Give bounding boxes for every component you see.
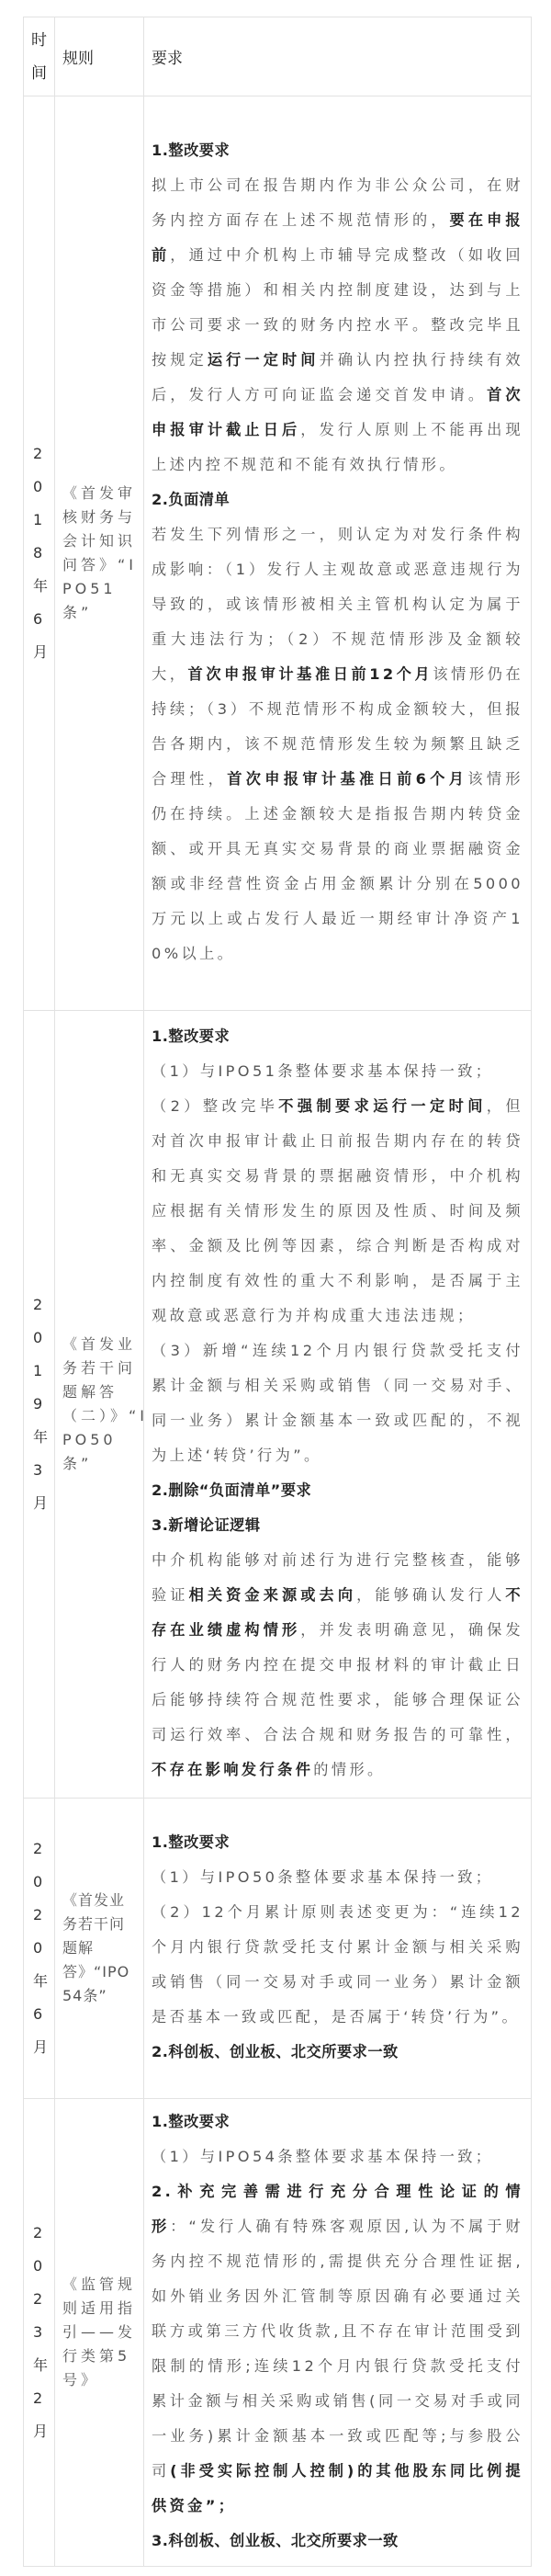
date-char: 年 xyxy=(33,2356,49,2374)
body-text: （1）与IPO54条整体要求基本保持一致； xyxy=(152,2148,494,2165)
emphasis-text: 首次申报审计截止日后 xyxy=(152,386,523,438)
section-heading: 2.科创板、创业板、北交所要求一致 xyxy=(152,2043,399,2060)
date-char: 1 xyxy=(33,1362,43,1379)
list-item xyxy=(152,1089,523,1333)
body-text: 并确认内控执行持续有效后，发行人方可向证监会递交首发申请。 xyxy=(152,351,524,403)
date-char: 2 xyxy=(33,445,43,462)
body-text: （3）新增“连续12个月内银行贷款受托支付累计金额与相关采购或销售（同一交易对手、同一业务）累计金额基本一致或匹配的，不视为上述‘转贷’行为”。 xyxy=(152,1342,523,1464)
time-cell xyxy=(24,96,55,1011)
emphasis-text: 首次申报审计基准日前6个月 xyxy=(227,770,468,788)
body-text: ，但对首次申报审计截止日前报告期内存在的转贷和无真实交易背景的票据融资情形，中介机构应根据有关情形发生的原因及性质、时间及频率、金额及比例等因素，综合判断是否构成对内控制度有效性的重大不利影响，是否属于主观故意或恶意行为并构成重大违法违规； xyxy=(152,1097,523,1324)
emphasis-text: 运行一定时间 xyxy=(207,351,320,369)
rule-cell: 《监管规则适用指引——发行类第5号》 xyxy=(55,2099,144,2567)
date-char: 0 xyxy=(33,1873,43,1890)
list-item xyxy=(152,1895,523,2035)
date-char: 0 xyxy=(33,1939,43,1957)
date-char: 2 xyxy=(33,2224,43,2241)
requirement-cell xyxy=(144,96,532,1011)
emphasis-text: 2.补充完善需进行充分合理性论证的情形 xyxy=(152,2183,523,2235)
table-row xyxy=(24,2099,532,2567)
table-row xyxy=(24,96,532,1011)
date-char: 6 xyxy=(33,2005,43,2023)
date-char: 3 xyxy=(33,1461,43,1479)
body-text: 该情形仍在持续；（3）不规范情形不构成金额较大，但报告各期内，该不规范情形发生较为频繁且缺乏合理性， xyxy=(152,665,523,788)
body-text: ，并发表明确意见，确保发行人的财务内控在提交申报材料的审计截止日后能够持续符合规范性要求，能够合理保证公司运行效率、合法合规和财务报告的可靠性， xyxy=(152,1621,523,1743)
date-char: 0 xyxy=(33,478,43,495)
body-text: 该情形仍在持续。上述金额较大是指报告期内转贷金额、或开具无真实交易背景的商业票据融资金额或非经营性资金占用金额累计分别在5000万元以上或占发行人最近一期经审计净资产10%以上。 xyxy=(152,770,524,962)
body-text: （2）12个月累计原则表述变更为：“连续12个月内银行贷款受托支付累计金额与相关采购或销售（同一交易对手或同一业务）累计金额是否基本一致或匹配，是否属于‘转贷’行为”。 xyxy=(152,1903,523,2026)
date-char: 月 xyxy=(33,1494,49,1512)
header-time-char-1: 时 xyxy=(31,30,47,50)
body-text: ，能够确认发行人 xyxy=(356,1586,506,1604)
section-heading: 1.整改要求 xyxy=(152,1833,231,1851)
section-paragraph xyxy=(152,1543,523,1787)
body-text: （2）整改完毕 xyxy=(152,1097,279,1115)
body-text: ，通过中介机构上市辅导完成整改（如收回资金等措施）和相关内控制度建设，达到与上市公司要求一致的财务内控水平。整改完毕且按规定 xyxy=(152,246,523,369)
rule-cell: 《首发审核财务与会计知识问答》“IPO51条” xyxy=(55,96,144,1011)
section-heading: 1.整改要求 xyxy=(152,142,231,159)
body-text: ，发行人原则上不能再出现上述内控不规范和不能有效执行情形。 xyxy=(152,421,523,473)
rule-cell: 《首发业务若干问题解答（二）》“IPO50条” xyxy=(55,1011,144,1799)
section-paragraph xyxy=(152,168,523,482)
date-char: 月 xyxy=(33,2038,49,2056)
date-char: 2 xyxy=(33,1296,43,1313)
date-char: 年 xyxy=(33,1972,49,1990)
body-text: （1）与IPO51条整体要求基本保持一致； xyxy=(152,1062,494,1080)
requirement-cell xyxy=(144,1799,532,2099)
date-char: 2 xyxy=(33,2290,43,2308)
date-char: 1 xyxy=(33,511,43,528)
section-heading: 2.负面清单 xyxy=(152,491,231,508)
list-item xyxy=(152,1054,523,1089)
table-row xyxy=(24,1799,532,2099)
list-item xyxy=(152,1860,523,1895)
date-char: 2 xyxy=(33,2389,43,2407)
body-text: 拟上市公司在报告期内作为非公众公司，在财务内控方面存在上述不规范情形的， xyxy=(152,176,523,229)
section-paragraph xyxy=(152,517,523,971)
date-char: 8 xyxy=(33,544,43,562)
emphasis-text: (非受实际控制人控制)的其他股东同比例提供资金”； xyxy=(152,2462,523,2514)
table-header-row xyxy=(24,17,532,96)
header-requirement: 要求 xyxy=(144,17,532,96)
section-heading: 1.整改要求 xyxy=(152,2113,231,2130)
regulation-comparison-table xyxy=(23,17,532,2567)
section-heading: 3.新增论证逻辑 xyxy=(152,1516,261,1534)
date-char: 0 xyxy=(33,1329,43,1346)
date-char: 年 xyxy=(33,577,49,595)
date-char: 9 xyxy=(33,1395,43,1413)
list-item xyxy=(152,1333,523,1473)
body-text: （1）与IPO50条整体要求基本保持一致； xyxy=(152,1868,494,1886)
body-text: 的情形。 xyxy=(313,1761,386,1778)
body-text: 中介机构能够对前述行为进行完整核查，能够验证 xyxy=(152,1551,523,1604)
header-rule: 规则 xyxy=(55,17,144,96)
emphasis-text: 不存在影响发行条件 xyxy=(152,1761,314,1778)
date-char: 0 xyxy=(33,2257,43,2275)
date-char: 2 xyxy=(33,1906,43,1923)
requirement-cell xyxy=(144,2099,532,2567)
emphasis-text: 首次申报审计基准日前12个月 xyxy=(187,665,433,683)
list-item xyxy=(152,2139,523,2174)
section-heading: 1.整改要求 xyxy=(152,1027,231,1045)
section-paragraph xyxy=(152,2174,523,2524)
section-heading: 2.删除“负面清单”要求 xyxy=(152,1481,312,1499)
date-char: 月 xyxy=(33,643,49,661)
time-cell xyxy=(24,1011,55,1799)
header-time xyxy=(24,17,55,96)
section-heading: 3.科创板、创业板、北交所要求一致 xyxy=(152,2532,399,2549)
header-time-char-2: 间 xyxy=(31,63,47,83)
date-char: 年 xyxy=(33,1428,49,1446)
emphasis-text: 要在申报前 xyxy=(152,211,523,264)
body-text: ：“发行人确有特殊客观原因,认为不属于财务内控不规范情形的,需提供充分合理性证据,如外销业务因外汇管制等原因确有必要通过关联方或第三方代收货款,且不存在审计范围受到限制的情形;连续12个月内银行贷款受托支付累计金额与相关采购或销售(同一交易对手或同一业务)累计金额基本一致或匹配等;与参股公司 xyxy=(152,2218,523,2480)
date-char: 月 xyxy=(33,2423,49,2440)
emphasis-text: 不强制要求运行一定时间 xyxy=(278,1097,487,1115)
rule-cell: 《首发业务若干问题解答》“IPO54条” xyxy=(55,1799,144,2099)
table-row xyxy=(24,1011,532,1799)
date-char: 2 xyxy=(33,1840,43,1857)
date-char: 6 xyxy=(33,610,43,628)
body-text: 若发生下列情形之一，则认定为对发行条件构成影响：（1）发行人主观故意或恶意违规行为导致的，或该情形被相关主管机构认定为属于重大违法行为；（2）不规范情形涉及金额较大， xyxy=(152,526,523,683)
emphasis-text: 相关资金来源或去向 xyxy=(188,1586,357,1604)
time-cell xyxy=(24,2099,55,2567)
date-char: 3 xyxy=(33,2323,43,2341)
emphasis-text: 不存在业绩虚构情形 xyxy=(152,1586,523,1639)
time-cell xyxy=(24,1799,55,2099)
requirement-cell xyxy=(144,1011,532,1799)
